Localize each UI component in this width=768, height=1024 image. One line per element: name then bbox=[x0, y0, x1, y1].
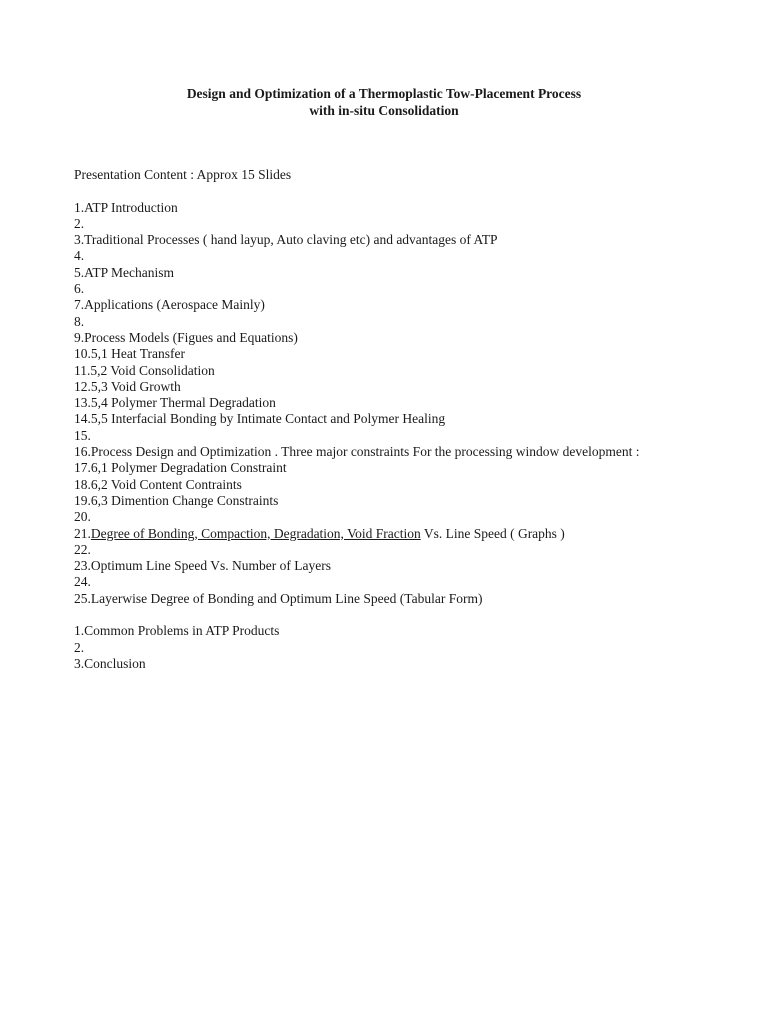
list-item-21 bbox=[74, 526, 664, 542]
list-item: 3.Conclusion bbox=[74, 655, 146, 671]
list-item: 15. bbox=[74, 427, 91, 443]
list-item: 4. bbox=[74, 248, 85, 264]
list-item: 22. bbox=[74, 541, 91, 557]
item-21-prefix: 21. bbox=[74, 525, 91, 541]
list-item: 12.5,3 Void Growth bbox=[74, 378, 181, 394]
list-item: 8. bbox=[74, 313, 85, 329]
list-item: 11.5,2 Void Consolidation bbox=[74, 362, 215, 378]
list-item: 2. bbox=[74, 215, 85, 231]
document-title bbox=[0, 85, 768, 119]
list-item: 20. bbox=[74, 509, 91, 525]
list-item: 9.Process Models (Figues and Equations) bbox=[74, 329, 298, 345]
list-item: 1.Common Problems in ATP Products bbox=[74, 623, 280, 639]
list-item: 17.6,1 Polymer Degradation Constraint bbox=[74, 460, 287, 476]
list-item: 23.Optimum Line Speed Vs. Number of Layers bbox=[74, 558, 331, 574]
section-gap bbox=[74, 607, 664, 623]
list-item: 14.5,5 Interfacial Bonding by Intimate Contact and Polymer Healing bbox=[74, 411, 446, 427]
list-item: 2. bbox=[74, 639, 85, 655]
presentation-subtitle: Presentation Content : Approx 15 Slides bbox=[74, 167, 292, 182]
list-item: 16.Process Design and Optimization . Three major constraints For the processing window development : bbox=[74, 444, 640, 460]
list-item: 1.ATP Introduction bbox=[74, 199, 178, 215]
content-list bbox=[74, 200, 664, 607]
list-item: 3.Traditional Processes ( hand layup, Auto claving etc) and advantages of ATP bbox=[74, 232, 498, 248]
list-item: 5.ATP Mechanism bbox=[74, 264, 174, 280]
item-21-underlined-text: Degree of Bonding, Compaction, Degradation, Void Fraction bbox=[90, 525, 421, 541]
document-body bbox=[74, 167, 664, 672]
list-item: 19.6,3 Dimention Change Constraints bbox=[74, 492, 279, 508]
list-item: 6. bbox=[74, 281, 85, 297]
list-item: 18.6,2 Void Content Contraints bbox=[74, 476, 242, 492]
title-line-2: with in-situ Consolidation bbox=[309, 103, 459, 118]
list-item: 10.5,1 Heat Transfer bbox=[74, 346, 185, 362]
list-item: 24. bbox=[74, 574, 91, 590]
list-item: 13.5,4 Polymer Thermal Degradation bbox=[74, 395, 276, 411]
title-line-1: Design and Optimization of a Thermoplastic Tow-Placement Process bbox=[186, 86, 582, 101]
list-item: 7.Applications (Aerospace Mainly) bbox=[74, 297, 265, 313]
list-item: 25.Layerwise Degree of Bonding and Optimum Line Speed (Tabular Form) bbox=[74, 590, 483, 606]
final-list bbox=[74, 623, 664, 672]
item-21-suffix: Vs. Line Speed ( Graphs ) bbox=[420, 525, 565, 541]
